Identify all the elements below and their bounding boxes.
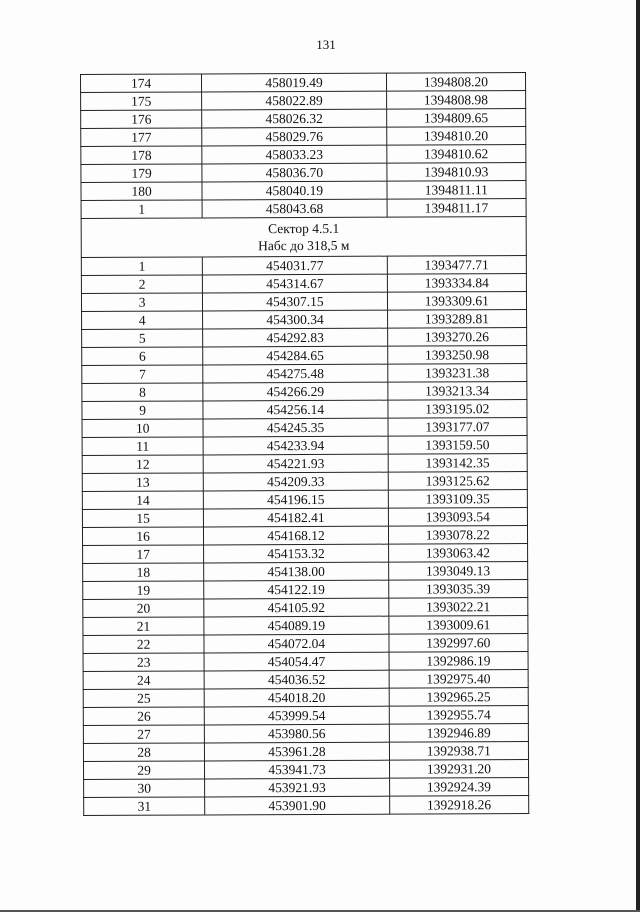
y-coordinate-cell: 1392975.40 xyxy=(389,670,528,689)
table-row xyxy=(83,580,528,600)
point-number-cell: 174 xyxy=(81,74,202,93)
y-coordinate-cell: 1394811.11 xyxy=(387,181,526,200)
point-number-cell: 4 xyxy=(82,311,203,330)
x-coordinate-cell: 453999.54 xyxy=(205,706,389,725)
table-row xyxy=(83,652,528,672)
y-coordinate-cell: 1392938.71 xyxy=(389,742,528,761)
table-row xyxy=(81,274,526,294)
y-coordinate-cell: 1392997.60 xyxy=(389,634,528,653)
y-coordinate-cell: 1394808.20 xyxy=(386,73,525,92)
point-number-cell: 14 xyxy=(82,491,203,510)
x-coordinate-cell: 454138.00 xyxy=(204,562,388,581)
point-number-cell: 19 xyxy=(83,581,204,600)
y-coordinate-cell: 1393309.61 xyxy=(387,292,526,311)
point-number-cell: 178 xyxy=(81,146,202,165)
point-number-cell: 24 xyxy=(83,671,204,690)
x-coordinate-cell: 454314.67 xyxy=(203,274,387,293)
y-coordinate-cell: 1393009.61 xyxy=(389,616,528,635)
x-coordinate-cell: 453941.73 xyxy=(205,760,389,779)
x-coordinate-cell: 454054.47 xyxy=(204,652,388,671)
table-row xyxy=(83,742,528,762)
table-row xyxy=(83,706,528,726)
y-coordinate-cell: 1394808.98 xyxy=(386,91,525,110)
x-coordinate-cell: 454072.04 xyxy=(204,634,388,653)
table-row xyxy=(81,145,526,165)
point-number-cell: 23 xyxy=(83,653,204,672)
x-coordinate-cell: 458040.19 xyxy=(202,181,386,200)
point-number-cell: 179 xyxy=(81,164,202,183)
point-number-cell: 21 xyxy=(83,617,204,636)
x-coordinate-cell: 458033.23 xyxy=(202,145,386,164)
table-row xyxy=(83,544,528,564)
x-coordinate-cell: 454266.29 xyxy=(203,382,387,401)
y-coordinate-cell: 1393035.39 xyxy=(388,580,527,599)
y-coordinate-cell: 1393289.81 xyxy=(387,310,526,329)
y-coordinate-cell: 1393195.02 xyxy=(388,400,527,419)
table-row xyxy=(83,634,528,654)
sector-subtitle: Набс до 318,5 м xyxy=(258,237,350,254)
y-coordinate-cell: 1393142.35 xyxy=(388,454,527,473)
y-coordinate-cell: 1393125.62 xyxy=(388,472,527,491)
x-coordinate-cell: 454256.14 xyxy=(203,400,387,419)
x-coordinate-cell: 453961.28 xyxy=(205,742,389,761)
table-row xyxy=(82,382,527,402)
point-number-cell: 22 xyxy=(83,635,204,654)
table-row xyxy=(84,778,529,798)
x-coordinate-cell: 454275.48 xyxy=(203,364,387,383)
x-coordinate-cell: 454018.20 xyxy=(204,688,388,707)
x-coordinate-cell: 454209.33 xyxy=(204,472,388,491)
point-number-cell: 31 xyxy=(84,797,205,816)
y-coordinate-cell: 1392965.25 xyxy=(389,688,528,707)
table-row xyxy=(82,508,527,528)
table-row xyxy=(82,454,527,474)
y-coordinate-cell: 1393109.35 xyxy=(388,490,527,509)
table-row xyxy=(83,598,528,618)
point-number-cell: 13 xyxy=(82,473,203,492)
y-coordinate-cell: 1392924.39 xyxy=(389,778,528,797)
scan-edge-right xyxy=(636,0,640,912)
y-coordinate-cell: 1392955.74 xyxy=(389,706,528,725)
x-coordinate-cell: 454284.65 xyxy=(203,346,387,365)
x-coordinate-cell: 454245.35 xyxy=(203,418,387,437)
point-number-cell: 20 xyxy=(83,599,204,618)
y-coordinate-cell: 1392931.20 xyxy=(389,760,528,779)
table-row xyxy=(81,163,526,183)
table-row xyxy=(81,109,526,129)
table-row xyxy=(81,181,526,201)
table-row xyxy=(82,364,527,384)
table-row xyxy=(83,616,528,636)
x-coordinate-cell: 458043.68 xyxy=(202,199,386,218)
table-row xyxy=(83,688,528,708)
y-coordinate-cell: 1392918.26 xyxy=(389,796,528,815)
x-coordinate-cell: 458022.89 xyxy=(202,91,386,110)
y-coordinate-cell: 1394810.62 xyxy=(386,145,525,164)
x-coordinate-cell: 454300.34 xyxy=(203,310,387,329)
table-row xyxy=(83,562,528,582)
point-number-cell: 7 xyxy=(82,365,203,384)
point-number-cell: 25 xyxy=(83,689,204,708)
table-row xyxy=(82,418,527,438)
table-row xyxy=(82,400,527,420)
y-coordinate-cell: 1393270.26 xyxy=(387,328,526,347)
x-coordinate-cell: 454105.92 xyxy=(204,598,388,617)
table-row xyxy=(83,724,528,744)
x-coordinate-cell: 454182.41 xyxy=(204,508,388,527)
table-row xyxy=(83,760,528,780)
x-coordinate-cell: 458036.70 xyxy=(202,163,386,182)
y-coordinate-cell: 1393334.84 xyxy=(387,274,526,293)
point-number-cell: 175 xyxy=(81,92,202,111)
y-coordinate-cell: 1393231.38 xyxy=(387,364,526,383)
table-row xyxy=(81,127,526,147)
point-number-cell: 15 xyxy=(82,509,203,528)
x-coordinate-cell: 454031.77 xyxy=(203,256,387,275)
table-row xyxy=(82,490,527,510)
table-row xyxy=(84,796,529,816)
sector-header-row xyxy=(81,217,526,258)
x-coordinate-cell: 458029.76 xyxy=(202,127,386,146)
x-coordinate-cell: 453901.90 xyxy=(205,796,389,815)
point-number-cell: 177 xyxy=(81,128,202,147)
coordinates-table-top-section xyxy=(81,73,527,219)
x-coordinate-cell: 454153.32 xyxy=(204,544,388,563)
table-row xyxy=(83,670,528,690)
table-row xyxy=(81,73,526,93)
point-number-cell: 17 xyxy=(83,545,204,564)
y-coordinate-cell: 1394810.93 xyxy=(387,163,526,182)
y-coordinate-cell: 1393177.07 xyxy=(388,418,527,437)
point-number-cell: 18 xyxy=(83,563,204,582)
table-row xyxy=(81,292,526,312)
x-coordinate-cell: 454307.15 xyxy=(203,292,387,311)
point-number-cell: 6 xyxy=(82,347,203,366)
y-coordinate-cell: 1393078.22 xyxy=(388,526,527,545)
point-number-cell: 29 xyxy=(83,761,204,780)
table-row xyxy=(82,310,527,330)
y-coordinate-cell: 1394809.65 xyxy=(386,109,525,128)
point-number-cell: 26 xyxy=(83,707,204,726)
y-coordinate-cell: 1392986.19 xyxy=(389,652,528,671)
x-coordinate-cell: 454168.12 xyxy=(204,526,388,545)
point-number-cell: 12 xyxy=(82,455,203,474)
point-number-cell: 10 xyxy=(82,419,203,438)
table-row xyxy=(82,472,527,492)
y-coordinate-cell: 1393213.34 xyxy=(388,382,527,401)
coordinates-table-sector-header xyxy=(81,217,526,258)
x-coordinate-cell: 454221.93 xyxy=(203,454,387,473)
point-number-cell: 2 xyxy=(81,275,202,294)
page-number: 131 xyxy=(316,37,336,52)
x-coordinate-cell: 458026.32 xyxy=(202,109,386,128)
point-number-cell: 1 xyxy=(81,257,202,276)
table-row xyxy=(82,346,527,366)
table-row xyxy=(81,91,526,111)
x-coordinate-cell: 454196.15 xyxy=(204,490,388,509)
table-row xyxy=(82,436,527,456)
x-coordinate-cell: 458019.49 xyxy=(202,73,386,92)
point-number-cell: 176 xyxy=(81,110,202,129)
point-number-cell: 3 xyxy=(81,293,202,312)
y-coordinate-cell: 1393250.98 xyxy=(387,346,526,365)
x-coordinate-cell: 454292.83 xyxy=(203,328,387,347)
y-coordinate-cell: 1393063.42 xyxy=(388,544,527,563)
point-number-cell: 11 xyxy=(82,437,203,456)
y-coordinate-cell: 1394811.17 xyxy=(387,199,526,218)
point-number-cell: 28 xyxy=(83,743,204,762)
y-coordinate-cell: 1393022.21 xyxy=(388,598,527,617)
point-number-cell: 16 xyxy=(82,527,203,546)
point-number-cell: 30 xyxy=(84,779,205,798)
table-row xyxy=(82,328,527,348)
table-row xyxy=(82,526,527,546)
point-number-cell: 8 xyxy=(82,383,203,402)
point-number-cell: 1 xyxy=(81,200,202,219)
coordinates-table xyxy=(80,72,529,816)
y-coordinate-cell: 1394810.20 xyxy=(386,127,525,146)
sector-title: Сектор 4.5.1 xyxy=(268,220,340,237)
x-coordinate-cell: 454233.94 xyxy=(203,436,387,455)
y-coordinate-cell: 1392946.89 xyxy=(389,724,528,743)
table-row xyxy=(81,256,526,276)
coordinates-table-bottom-section xyxy=(81,256,528,816)
point-number-cell: 27 xyxy=(83,725,204,744)
x-coordinate-cell: 454122.19 xyxy=(204,580,388,599)
y-coordinate-cell: 1393049.13 xyxy=(388,562,527,581)
y-coordinate-cell: 1393477.71 xyxy=(387,256,526,275)
x-coordinate-cell: 453980.56 xyxy=(205,724,389,743)
sector-header-cell xyxy=(81,217,526,258)
x-coordinate-cell: 454036.52 xyxy=(204,670,388,689)
point-number-cell: 180 xyxy=(81,182,202,201)
y-coordinate-cell: 1393093.54 xyxy=(388,508,527,527)
point-number-cell: 9 xyxy=(82,401,203,420)
x-coordinate-cell: 453921.93 xyxy=(205,778,389,797)
point-number-cell: 5 xyxy=(82,329,203,348)
table-row xyxy=(81,199,526,219)
y-coordinate-cell: 1393159.50 xyxy=(388,436,527,455)
x-coordinate-cell: 454089.19 xyxy=(204,616,388,635)
